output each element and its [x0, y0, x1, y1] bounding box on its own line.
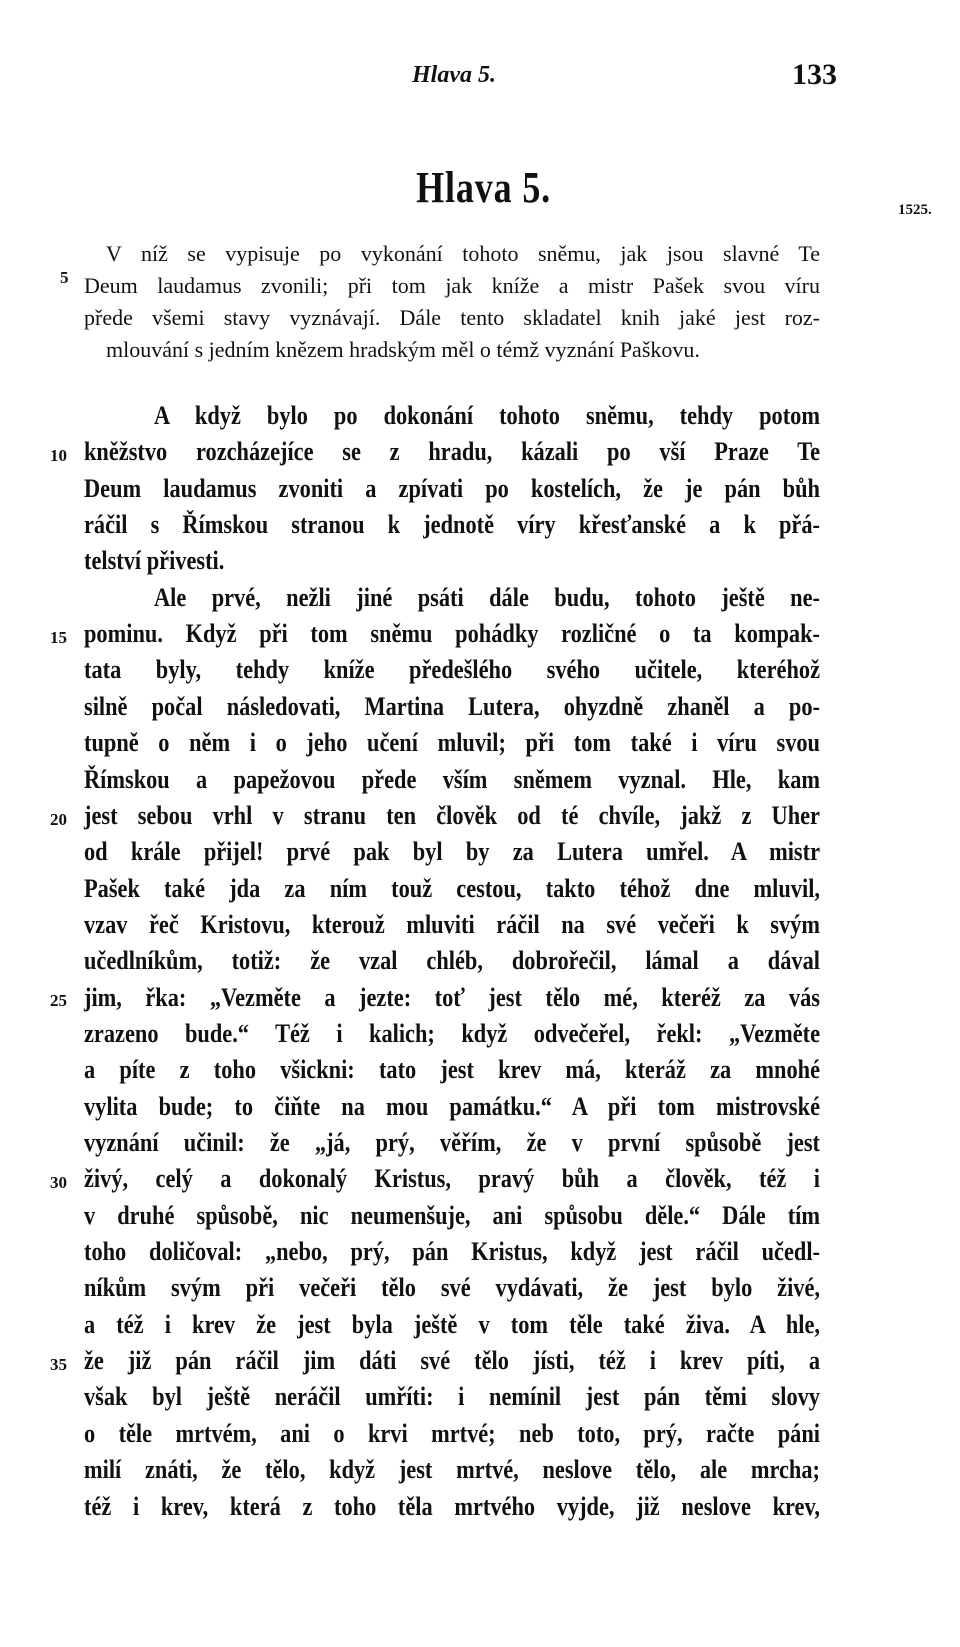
body-line: živý, celý a dokonalý Kristus, pravý bůh a člověk, též i [84, 1164, 820, 1194]
body-line: A když bylo po dokonání tohoto sněmu, tehdy potom [154, 401, 820, 430]
body-line: Pašek také jda za ním touž cestou, takto téhož dne mluvil, [84, 873, 820, 903]
body-line: zrazeno bude.“ Též i kalich; když odvečeřel, řekl: „Vezměte [84, 1018, 820, 1048]
line-number: 10 [50, 446, 67, 465]
summary-line: V níž se vypisuje po vykonání tohoto sněmu, jak jsou slavné Te [106, 241, 820, 266]
summary-line: přede všemi stavy vyznávají. Dále tento skladatel knih jaké jest roz- [84, 305, 820, 330]
body-line: však byl ještě neráčil umříti: i nemínil jest pán těmi slovy [84, 1382, 820, 1412]
body-line: níkům svým při večeři tělo své vydávati, že jest bylo živé, [84, 1273, 820, 1303]
body-line: ráčil s Římskou stranou k jednotě víry křesťanské a k přá- [84, 510, 820, 540]
body-line: kněžstvo rozcházejíce se z hradu, kázali po vší Praze Te [84, 437, 820, 467]
body-line: též i krev, která z toho těla mrtvého vyjde, již neslove krev, [84, 1491, 820, 1521]
body-line: učedlníkům, totiž: že vzal chléb, dobrořečil, lámal a dával [84, 946, 820, 976]
body-line: o těle mrtvém, ani o krvi mrtvé; neb toto, prý, račte páni [84, 1418, 820, 1448]
line-number: 35 [50, 1354, 67, 1374]
body-line: v druhé spůsobě, nic neumenšuje, ani spůsobu děle.“ Dále tím [84, 1200, 820, 1230]
body-line: pominu. Když při tom sněmu pohádky rozličné o ta kompak- [84, 619, 820, 649]
body-line: a píte z toho všickni: tato jest krev má, kteráž za mnohé [84, 1055, 820, 1085]
body-line: silně počal následovati, Martina Lutera, ohyzdně zhaněl a po- [84, 691, 820, 721]
page-number: 133 [792, 58, 837, 91]
line-number: 20 [50, 809, 67, 829]
body-line: Římskou a papežovou přede vším sněmem vyznal. Hle, kam [84, 764, 820, 794]
body-line: jim, řka: „Vezměte a jezte: toť jest tělo mé, kteréž za vás [84, 982, 820, 1012]
running-head [0, 58, 960, 98]
body-line: vzav řeč Kristovu, kterouž mluviti ráčil na své večeři k svým [84, 909, 820, 939]
line-number: 30 [50, 1173, 67, 1192]
body-line: a též i krev že jest byla ještě v tom těle také živa. A hle, [84, 1309, 820, 1339]
running-head-title: Hlava 5. [412, 62, 496, 88]
body-line: milí znáti, že tělo, když jest mrtvé, neslove tělo, ale mrcha; [84, 1455, 820, 1485]
body-line: tupně o něm i o jeho učení mluvil; při tom také i víru svou [84, 728, 820, 758]
line-number: 5 [60, 268, 69, 287]
line-number: 25 [50, 991, 67, 1011]
body-line: Deum laudamus zvoniti a zpívati po kostelích, že je pán bůh [84, 473, 820, 503]
body-line: vyznání učinil: že „já, prý, věřím, že v první spůsobě jest [84, 1128, 820, 1157]
summary-line: mlouvání s jedním knězem hradským měl o témž vyznání Paškovu. [106, 337, 700, 362]
summary-line: Deum laudamus zvonili; při tom jak kníže a mistr Pašek svou víru [84, 273, 820, 298]
body-line: tata byly, tehdy kníže předešlého svého učitele, kteréhož [84, 655, 820, 685]
margin-year-note: 1525. [898, 202, 932, 218]
body-line: že již pán ráčil jim dáti své tělo jísti, též i krev píti, a [84, 1346, 820, 1376]
body-line: telství přivesti. [84, 546, 225, 576]
chapter-title: Hlava 5. [416, 163, 552, 212]
body-line: od krále přijel! prvé pak byl by za Lutera umřel. A mistr [84, 837, 820, 867]
body-line: vylita bude; to čiňte na mou památku.“ A při tom mistrovské [84, 1091, 820, 1121]
body-line: Ale prvé, nežli jiné psáti dále budu, tohoto ještě ne- [154, 582, 820, 612]
line-number: 15 [50, 627, 67, 647]
body-line: toho doličoval: „nebo, prý, pán Kristus, když jest ráčil učedl- [84, 1237, 820, 1267]
body-line: jest sebou vrhl v stranu ten člověk od té chvíle, jakž z Uher [84, 800, 820, 830]
